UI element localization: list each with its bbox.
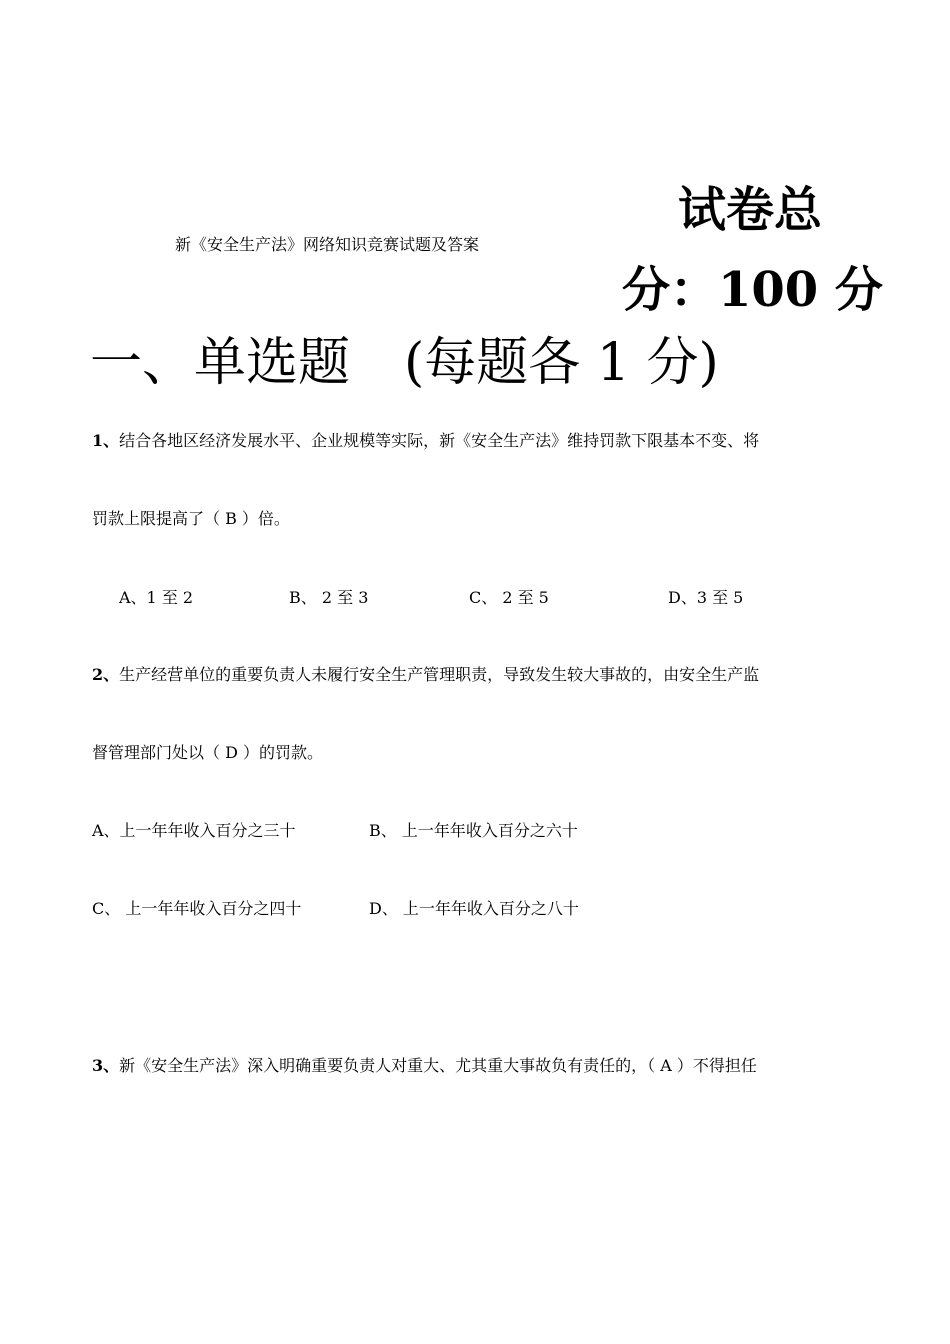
question-1-line1 xyxy=(92,430,759,452)
question-1-line2: 罚款上限提高了（ B ）倍。 xyxy=(92,509,290,528)
question-2-line1 xyxy=(92,664,759,686)
section-heading-title: 一、单选题 xyxy=(90,333,351,393)
question-2-number: 2、 xyxy=(92,665,120,684)
question-2-option-d: D、 上一年年收入百分之八十 xyxy=(369,899,579,918)
question-2-line2: 督管理部门处以（ D ）的罚款。 xyxy=(92,743,324,762)
question-1-option-a: A、1 至 2 xyxy=(119,588,194,607)
question-1-option-b: B、 2 至 3 xyxy=(289,588,369,607)
question-2-option-a: A、上一年年收入百分之三十 xyxy=(92,821,296,840)
total-score-line1: 试卷总 xyxy=(678,182,823,238)
total-score-line2: 分：100 分 xyxy=(622,262,883,318)
question-3-line1 xyxy=(92,1055,757,1077)
question-3-text: 新《安全生产法》深入明确重要负责人对重大、尤其重大事故负有责任的，（ A ）不得担任 xyxy=(119,1056,757,1075)
question-2-option-c: C、 上一年年收入百分之四十 xyxy=(92,899,302,918)
question-2-option-b: B、 上一年年收入百分之六十 xyxy=(369,821,578,840)
question-1-option-c: C、 2 至 5 xyxy=(469,588,549,607)
document-title: 新《安全生产法》网络知识竞赛试题及答案 xyxy=(175,235,480,254)
question-1-option-d: D、3 至 5 xyxy=(668,588,744,607)
question-3-number: 3、 xyxy=(92,1056,120,1075)
total-score xyxy=(622,170,922,330)
question-1-text: 结合各地区经济发展水平、企业规模等实际，新《安全生产法》维持罚款下限基本不变、将 xyxy=(119,431,760,450)
section-heading xyxy=(90,328,719,398)
question-2-text: 生产经营单位的重要负责人未履行安全生产管理职责，导致发生较大事故的，由安全生产监 xyxy=(119,665,760,684)
question-1-number: 1、 xyxy=(92,431,120,450)
section-heading-note: (每题各 1 分) xyxy=(404,333,719,393)
